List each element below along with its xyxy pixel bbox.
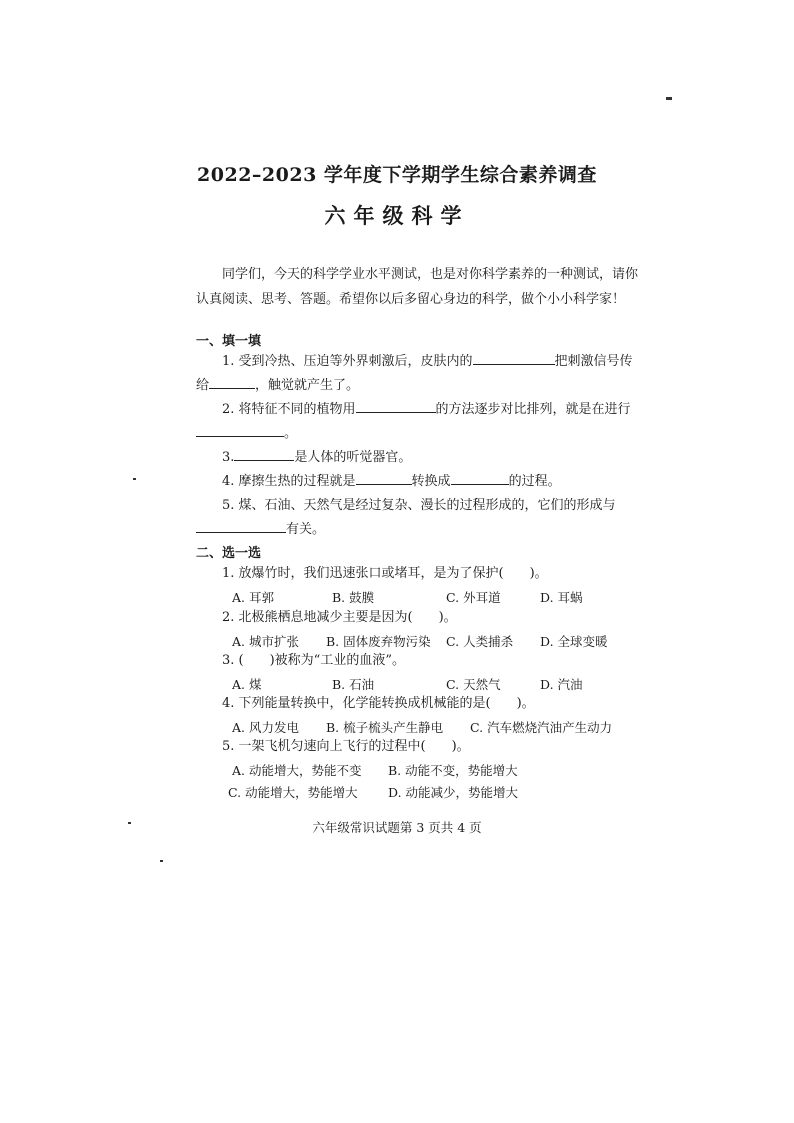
page-title: 2022–2023 学年度下学期学生综合素养调查	[197, 164, 597, 186]
fill-question-1-line-2	[196, 376, 359, 396]
option-3b[interactable]: B. 石油	[332, 677, 375, 692]
q4-text-a: 4. 摩擦生热的过程就是	[222, 474, 356, 489]
page-subtitle: 六年级科学	[324, 203, 470, 228]
intro-line-1: 同学们，今天的科学学业水平测试，也是对你科学素养的一种测试，请你	[222, 267, 639, 282]
q5-text-a: 5. 煤、石油、天然气是经过复杂、漫长的过程形成的，它们的形成与	[222, 498, 616, 513]
choice-question-4: 4. 下列能量转换中，化学能转换成机械能的是( )。	[222, 696, 535, 711]
q3-text-b: 是人体的听觉器官。	[294, 450, 412, 465]
option-1c[interactable]: C. 外耳道	[446, 590, 501, 605]
q1-text-b: 把刺激信号传	[554, 354, 633, 369]
fill-question-3	[222, 448, 411, 468]
q4-blank-1[interactable]	[356, 472, 412, 485]
option-5b[interactable]: B. 动能不变，势能增大	[388, 763, 518, 778]
fill-question-5-line-2	[196, 520, 325, 540]
fill-question-2-line-1	[222, 400, 631, 420]
option-4c[interactable]: C. 汽车燃烧汽油产生动力	[470, 720, 613, 735]
page-footer: 六年级常识试题第 3 页共 4 页	[312, 820, 482, 835]
fill-question-2-line-2	[196, 424, 297, 444]
q3-text-a: 3.	[222, 450, 235, 465]
q5-blank-1[interactable]	[196, 520, 286, 533]
fill-question-5-line-1	[222, 496, 616, 516]
option-1d[interactable]: D. 耳蜗	[540, 590, 583, 605]
intro-line-2: 认真阅读、思考、答题。希望你以后多留心身边的科学，做个小小科学家！	[196, 292, 626, 307]
choice-question-5: 5. 一架飞机匀速向上飞行的过程中( )。	[222, 739, 470, 754]
q4-blank-2[interactable]	[451, 472, 509, 485]
q1-text-c: 给	[196, 378, 210, 393]
q4-text-b: 转换成	[411, 474, 451, 489]
q4-text-c: 的过程。	[508, 474, 561, 489]
option-4a[interactable]: A. 风力发电	[232, 720, 299, 735]
fill-question-4	[222, 472, 561, 492]
option-1b[interactable]: B. 鼓膜	[332, 590, 375, 605]
option-3c[interactable]: C. 天然气	[446, 677, 501, 692]
q1-text-d: ，触觉就产生了。	[255, 378, 360, 393]
q1-blank-1[interactable]	[473, 352, 555, 365]
q1-blank-2[interactable]	[209, 376, 255, 389]
q5-text-b: 有关。	[286, 522, 326, 537]
q2-blank-2[interactable]	[196, 424, 284, 437]
q2-blank-1[interactable]	[356, 400, 436, 413]
scan-speck	[128, 822, 131, 824]
section-1-heading: 一、填一填	[196, 334, 262, 349]
section-2-heading: 二、选一选	[196, 546, 262, 561]
choice-question-3: 3. ( )被称为“工业的血液”。	[222, 653, 405, 668]
scan-speck	[133, 478, 136, 480]
option-1a[interactable]: A. 耳郭	[232, 590, 274, 605]
option-2d[interactable]: D. 全球变暖	[540, 634, 608, 649]
option-2c[interactable]: C. 人类捕杀	[446, 634, 514, 649]
intro-paragraph	[196, 262, 639, 312]
option-2a[interactable]: A. 城市扩张	[232, 634, 299, 649]
option-5c[interactable]: C. 动能增大，势能增大	[228, 785, 358, 800]
q3-blank-1[interactable]	[234, 448, 294, 461]
choice-question-2: 2. 北极熊栖息地减少主要是因为( )。	[222, 610, 457, 625]
choice-question-1: 1. 放爆竹时，我们迅速张口或堵耳，是为了保护( )。	[222, 566, 548, 581]
q2-text-a: 2. 将特征不同的植物用	[222, 402, 356, 417]
option-2b[interactable]: B. 固体废弃物污染	[326, 634, 431, 649]
q2-text-b: 的方法逐步对比排列，就是在进行	[435, 402, 631, 417]
fill-question-1-line-1	[222, 352, 633, 372]
option-4b[interactable]: B. 梳子梳头产生静电	[326, 720, 444, 735]
scan-speck	[666, 97, 672, 100]
q2-text-c: 。	[284, 426, 298, 441]
option-3d[interactable]: D. 汽油	[540, 677, 583, 692]
option-5a[interactable]: A. 动能增大，势能不变	[232, 763, 362, 778]
scan-speck	[160, 860, 163, 862]
q1-text-a: 1. 受到冷热、压迫等外界刺激后，皮肤内的	[222, 354, 473, 369]
option-5d[interactable]: D. 动能减少，势能增大	[388, 785, 519, 800]
option-3a[interactable]: A. 煤	[232, 677, 262, 692]
